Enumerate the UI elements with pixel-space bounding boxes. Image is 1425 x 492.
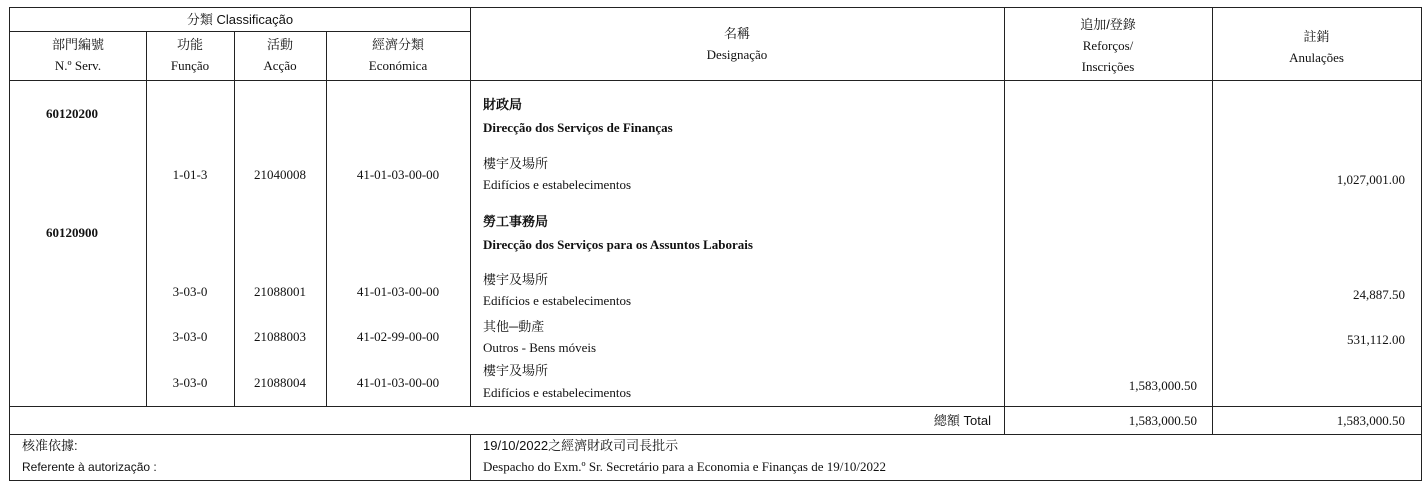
row-economica: 41-01-03-00-00	[356, 167, 440, 182]
section-serv-number: 60120200	[46, 106, 98, 121]
rule-under-classificacao	[10, 31, 470, 32]
rule-under-header	[10, 80, 1421, 81]
header-accao-pt: Acção	[263, 58, 297, 73]
row-designacao-zh: 樓宇及場所	[483, 272, 549, 287]
row-reforcos: 1,583,000.50	[1128, 378, 1197, 393]
row-accao: 21088004	[254, 375, 306, 390]
footer-label-pt: Referente à autorização :	[22, 460, 157, 474]
section-name-zh: 勞工事務局	[483, 214, 549, 229]
row-funcao: 1-01-3	[172, 167, 208, 182]
header-reforcos-pt2: Inscrições	[1081, 59, 1135, 74]
row-accao: 21040008	[254, 167, 306, 182]
header-economica-zh: 經濟分類	[371, 37, 424, 52]
header-designacao-zh: 名稱	[723, 26, 750, 41]
section-name-zh: 財政局	[483, 97, 523, 112]
section-name-pt: Direcção dos Serviços de Finanças	[483, 120, 673, 135]
col-divider-funcao	[234, 31, 235, 406]
row-funcao: 3-03-0	[172, 375, 208, 390]
col-divider-reforcos	[1212, 8, 1213, 434]
row-anulacoes: 531,112.00	[1346, 332, 1405, 347]
row-designacao-zh: 樓宇及場所	[483, 156, 549, 171]
footer-label-zh: 核准依據:	[22, 438, 78, 453]
header-anulacoes-pt: Anulações	[1289, 50, 1344, 65]
row-funcao: 3-03-0	[172, 284, 208, 299]
header-anulacoes-zh: 註銷	[1303, 29, 1330, 44]
footer-text-zh: 19/10/2022之經濟財政司司長批示	[483, 438, 679, 453]
footer-text-pt: Despacho do Exm.º Sr. Secretário para a Economia e Finanças de 19/10/2022	[483, 459, 886, 474]
total-anulacoes: 1,583,000.50	[1336, 413, 1405, 428]
row-designacao-pt: Edifícios e estabelecimentos	[483, 293, 632, 308]
row-designacao-zh: 其他─動產	[483, 319, 545, 334]
section-name-pt: Direcção dos Serviços para os Assuntos Laborais	[483, 237, 753, 252]
row-economica: 41-01-03-00-00	[356, 284, 440, 299]
row-designacao-pt: Edifícios e estabelecimentos	[483, 385, 632, 400]
header-reforcos-zh: 追加/登錄	[1080, 17, 1136, 32]
section-serv-number: 60120900	[46, 225, 98, 240]
header-classificacao: 分類 Classificação	[186, 12, 294, 27]
row-economica: 41-01-03-00-00	[356, 375, 440, 390]
header-serv-zh: 部門編號	[51, 37, 104, 52]
row-designacao-pt: Edifícios e estabelecimentos	[483, 177, 632, 192]
row-accao: 21088001	[254, 284, 306, 299]
footer-divider	[470, 434, 471, 480]
header-funcao-pt: Função	[170, 58, 210, 73]
row-anulacoes: 24,887.50	[1353, 287, 1405, 302]
row-anulacoes: 1,027,001.00	[1336, 172, 1405, 187]
total-reforcos: 1,583,000.50	[1128, 413, 1197, 428]
header-serv-pt: N.º Serv.	[54, 58, 102, 73]
col-divider-serv	[146, 31, 147, 406]
row-accao: 21088003	[254, 329, 306, 344]
total-label: 總額 Total	[933, 413, 991, 428]
rule-above-footer	[10, 434, 1421, 435]
header-reforcos-pt1: Reforços/	[1082, 38, 1134, 53]
row-designacao-pt: Outros - Bens móveis	[483, 340, 597, 355]
header-economica-pt: Económica	[368, 58, 428, 73]
row-economica: 41-02-99-00-00	[356, 329, 440, 344]
header-funcao-zh: 功能	[176, 37, 203, 52]
col-divider-economica	[470, 8, 471, 406]
header-accao-zh: 活動	[266, 37, 293, 52]
header-designacao-pt: Designação	[706, 47, 768, 62]
col-divider-accao	[326, 31, 327, 406]
rule-above-total	[10, 406, 1421, 407]
row-funcao: 3-03-0	[172, 329, 208, 344]
row-designacao-zh: 樓宇及場所	[483, 363, 549, 378]
